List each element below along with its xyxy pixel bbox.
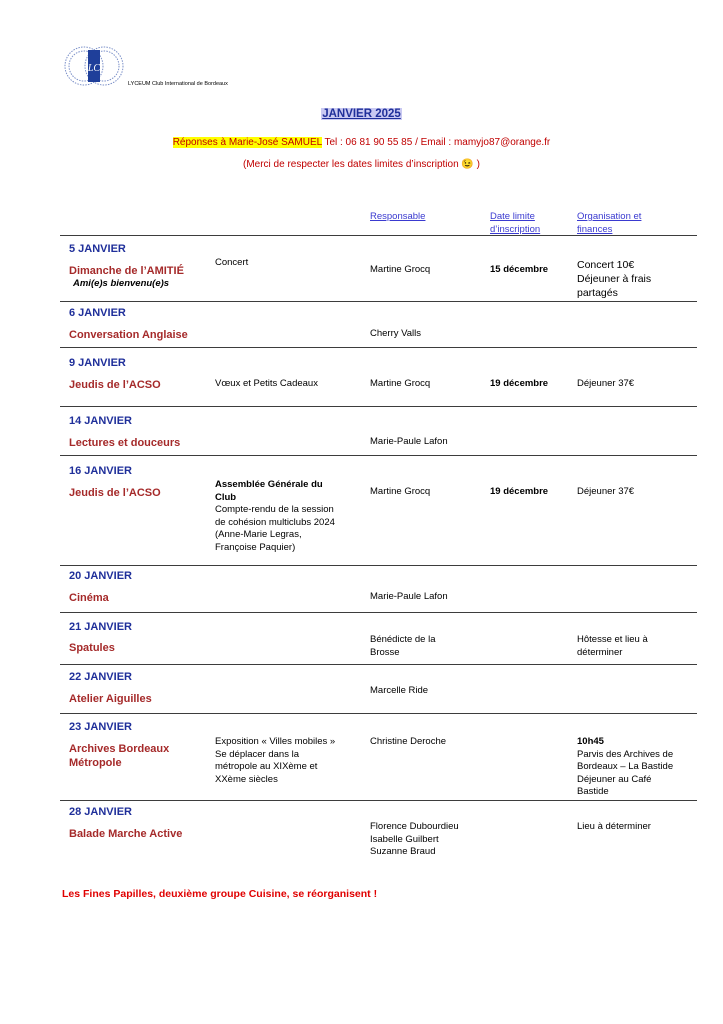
event-title: Dimanche de l’AMITIÉ xyxy=(69,265,184,277)
event-title: Lectures et douceurs xyxy=(69,437,181,449)
event-organisation: Concert 10€ Déjeuner à frais partagés xyxy=(577,259,652,299)
event-deadline: 19 décembre xyxy=(490,378,549,389)
page-title: JANVIER 2025 xyxy=(322,108,401,120)
event-date: 22 JANVIER xyxy=(69,671,132,683)
event-subtitle: Ami(e)s bienvenu(e)s xyxy=(73,278,170,289)
divider xyxy=(60,800,697,801)
event-date: 20 JANVIER xyxy=(69,570,132,582)
event-date: 9 JANVIER xyxy=(69,357,126,369)
divider xyxy=(60,565,697,566)
svg-text:LC: LC xyxy=(87,63,101,74)
event-responsable: Marcelle Ride xyxy=(370,685,429,696)
header-organisation: Organisation et finances xyxy=(577,211,642,235)
event-organisation: 10h45 Parvis des Archives de Bordeaux – La Bastide Déjeuner au Café Bastide xyxy=(577,736,674,797)
event-responsable: Martine Grocq xyxy=(370,264,431,275)
event-description: Concert xyxy=(215,257,249,268)
event-organisation: Déjeuner 37€ xyxy=(577,486,635,497)
event-title: Archives Bordeaux Métropole xyxy=(69,743,170,769)
event-date: 28 JANVIER xyxy=(69,806,132,818)
divider xyxy=(60,406,697,407)
event-date: 5 JANVIER xyxy=(69,243,126,255)
org-name: LYCEUM Club International de Bordeaux xyxy=(128,81,228,87)
event-date: 6 JANVIER xyxy=(69,307,126,319)
event-title: Cinéma xyxy=(69,592,109,604)
event-title: Balade Marche Active xyxy=(69,828,183,840)
event-responsable: Martine Grocq xyxy=(370,378,431,389)
event-responsable: Christine Deroche xyxy=(370,736,447,747)
event-responsable: Marie-Paule Lafon xyxy=(370,436,448,447)
event-title: Jeudis de l’ACSO xyxy=(69,379,161,391)
event-date: 14 JANVIER xyxy=(69,415,132,427)
divider xyxy=(60,347,697,348)
footer-announcement: Les Fines Papilles, deuxième groupe Cuisine, se réorganisent ! xyxy=(62,888,378,900)
divider xyxy=(60,664,697,665)
event-deadline: 15 décembre xyxy=(490,264,549,275)
event-organisation: Hôtesse et lieu à déterminer xyxy=(577,634,648,658)
contact-name: Réponses à Marie-José SAMUEL xyxy=(172,137,322,148)
event-organisation: Déjeuner 37€ xyxy=(577,378,635,389)
divider xyxy=(60,235,697,236)
event-description: Vœux et Petits Cadeaux xyxy=(215,378,318,389)
event-responsable: Bénédicte de la Brosse xyxy=(370,634,436,658)
event-responsable: Cherry Valls xyxy=(370,328,422,339)
event-responsable: Martine Grocq xyxy=(370,486,431,497)
divider xyxy=(60,301,697,302)
event-description: Assemblée Générale du Club Compte-rendu de la session de cohésion multiclubs 2024 (Anne-Marie Legras, Françoise Paquier) xyxy=(215,479,335,553)
divider xyxy=(60,713,697,714)
event-date: 23 JANVIER xyxy=(69,721,132,733)
event-responsable: Marie-Paule Lafon xyxy=(370,591,448,602)
lyceum-logo xyxy=(62,44,126,88)
event-title: Atelier Aiguilles xyxy=(69,693,152,705)
event-deadline: 19 décembre xyxy=(490,486,549,497)
divider xyxy=(60,455,697,456)
event-title: Spatules xyxy=(69,642,115,654)
contact-line xyxy=(0,137,723,148)
deadline-note: (Merci de respecter les dates limites d’inscription 😉 ) xyxy=(243,159,480,170)
event-description: Exposition « Villes mobiles » Se déplacer dans la métropole au XIXème et XXème siècles xyxy=(215,736,336,785)
event-responsable: Florence Dubourdieu Isabelle Guilbert Suzanne Braud xyxy=(370,821,459,857)
header-date-limite: Date limite d’inscription xyxy=(490,211,541,235)
event-date: 16 JANVIER xyxy=(69,465,132,477)
contact-details: Tel : 06 81 90 55 85 / Email : mamyjo87@orange.fr xyxy=(321,137,551,148)
event-title: Jeudis de l’ACSO xyxy=(69,487,161,499)
divider xyxy=(60,612,697,613)
header-responsable: Responsable xyxy=(370,211,426,222)
event-title: Conversation Anglaise xyxy=(69,329,188,341)
event-date: 21 JANVIER xyxy=(69,621,132,633)
event-organisation: Lieu à déterminer xyxy=(577,821,651,832)
